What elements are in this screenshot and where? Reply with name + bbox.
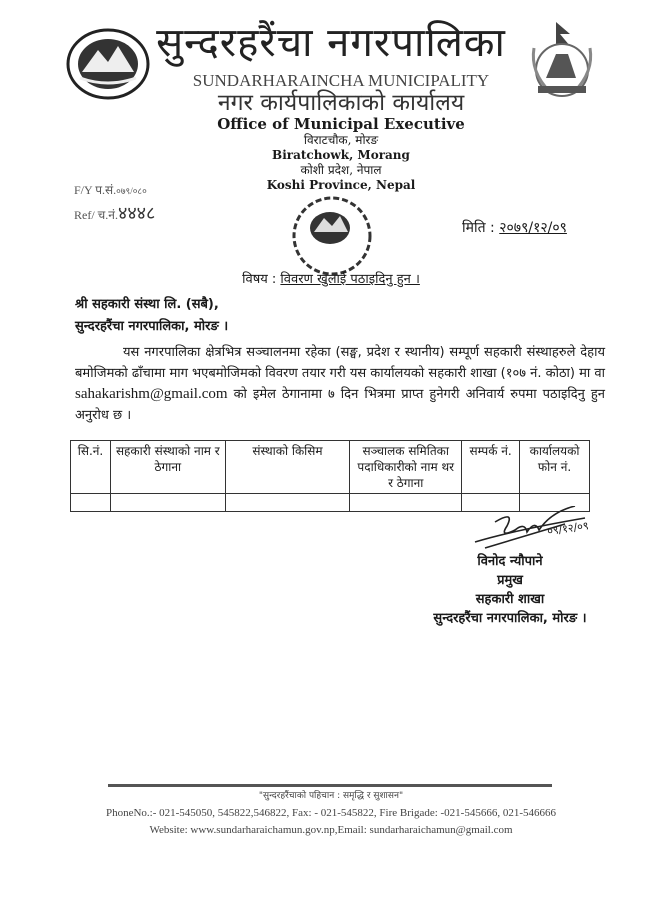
letter-body [75,342,605,426]
office-name-en: Office of Municipal Executive [217,115,465,133]
address-np: विराटचौक, मोरङ [303,133,379,147]
signatory-name: विनोद न्यौपाने [477,554,543,569]
municipality-title-en: SUNDARHARAINCHA MUNICIPALITY [192,71,490,90]
signatory-block [420,552,600,628]
body-text: को इमेल ठेगानामा ७ दिन भित्रमा प्राप्त हुनेगरी अनिवार्य रुपमा पठाइदिनु हुन अनुरोध छ । [75,387,605,423]
cooperative-details-table [70,440,590,512]
table-cell [110,494,225,512]
addressee-line: श्री सहकारी संस्था लि. (सबै), [75,297,219,312]
subject-text: विवरण खुलाई पठाइदिनु हुन । [280,272,420,287]
signatory-position: प्रमुख [497,573,523,588]
signature-icon [455,506,595,550]
province-np: कोशी प्रदेश, नेपाल [300,163,382,177]
addressee [75,294,228,338]
footer-phone: PhoneNo.:- 021-545050, 545822,546822, Fax: - 021-545822, Fire Brigade: -021-545666, 021-546666 [105,807,557,819]
signature-date: ०९/१२/०९ [546,519,590,538]
subject-label: विषय : [242,272,277,287]
subject-line [0,270,662,290]
ref-value: ४४४८ [117,203,156,223]
table-cell [350,494,462,512]
fiscal-year [74,180,147,201]
footer-slogan: "सुन्दरहरैंचाको पहिचान : समृद्धि र सुशासन" [258,791,404,801]
body-email-link[interactable]: sahakarishm@gmail.com [75,386,228,402]
table-cell [71,494,111,512]
footer-divider [108,784,552,787]
table-cell [225,494,350,512]
office-stamp-icon [290,194,374,278]
fy-value: ०७९/०८० [116,186,147,196]
table-header: सि.नं. [71,441,111,494]
address-en: Biratchowk, Morang [272,148,410,162]
addressee-line: सुन्दरहरैंचा नगरपालिका, मोरङ । [75,319,229,334]
letter-date [462,218,567,238]
signatory-section: सहकारी शाखा [475,592,545,607]
office-name-np: नगर कार्यपालिकाको कार्यालय [217,90,465,116]
table-header: सम्पर्क नं. [462,441,520,494]
date-value: २०७९/१२/०९ [499,220,567,236]
website-link[interactable]: www.sundarharaichamun.gov.np [190,824,335,836]
table-header: सञ्चालक समितिका पदाधिकारीको नाम थर र ठेगाना [350,441,462,494]
municipality-title-np: सुन्दरहरैंचा नगरपालिका [156,20,506,66]
province-en: Koshi Province, Nepal [266,178,416,192]
email-link[interactable]: sundarharaichamun@gmail.com [369,824,513,836]
table-header: संस्थाको किसिम [225,441,350,494]
ref-label: Ref/ च.नं. [74,208,118,222]
website-label: Website: [149,824,188,836]
footer-web [0,823,662,837]
date-label: मिति : [462,220,495,236]
signatory-office: सुन्दरहरैंचा नगरपालिका, मोरङ । [433,611,587,626]
table-header: सहकारी संस्थाको नाम र ठेगाना [110,441,225,494]
email-label: ,Email: [334,824,367,836]
reference-number [74,202,155,226]
fy-label: F/Y प.सं. [74,183,117,197]
table-header-row [71,441,590,494]
table-header: कार्यालयको फोन नं. [520,441,590,494]
body-text: यस नगरपालिका क्षेत्रभित्र सञ्चालनमा रहेका (सङ्घ, प्रदेश र स्थानीय) सम्पूर्ण सहकारी संस्थाहरुले देहाय बमोजिमको ढाँचामा माग भएबमोजिमको विवरण तयार गरी यस कार्यालयको सहकारी शाखा (१०७ नं. कोठा) मा वा [75,345,605,381]
